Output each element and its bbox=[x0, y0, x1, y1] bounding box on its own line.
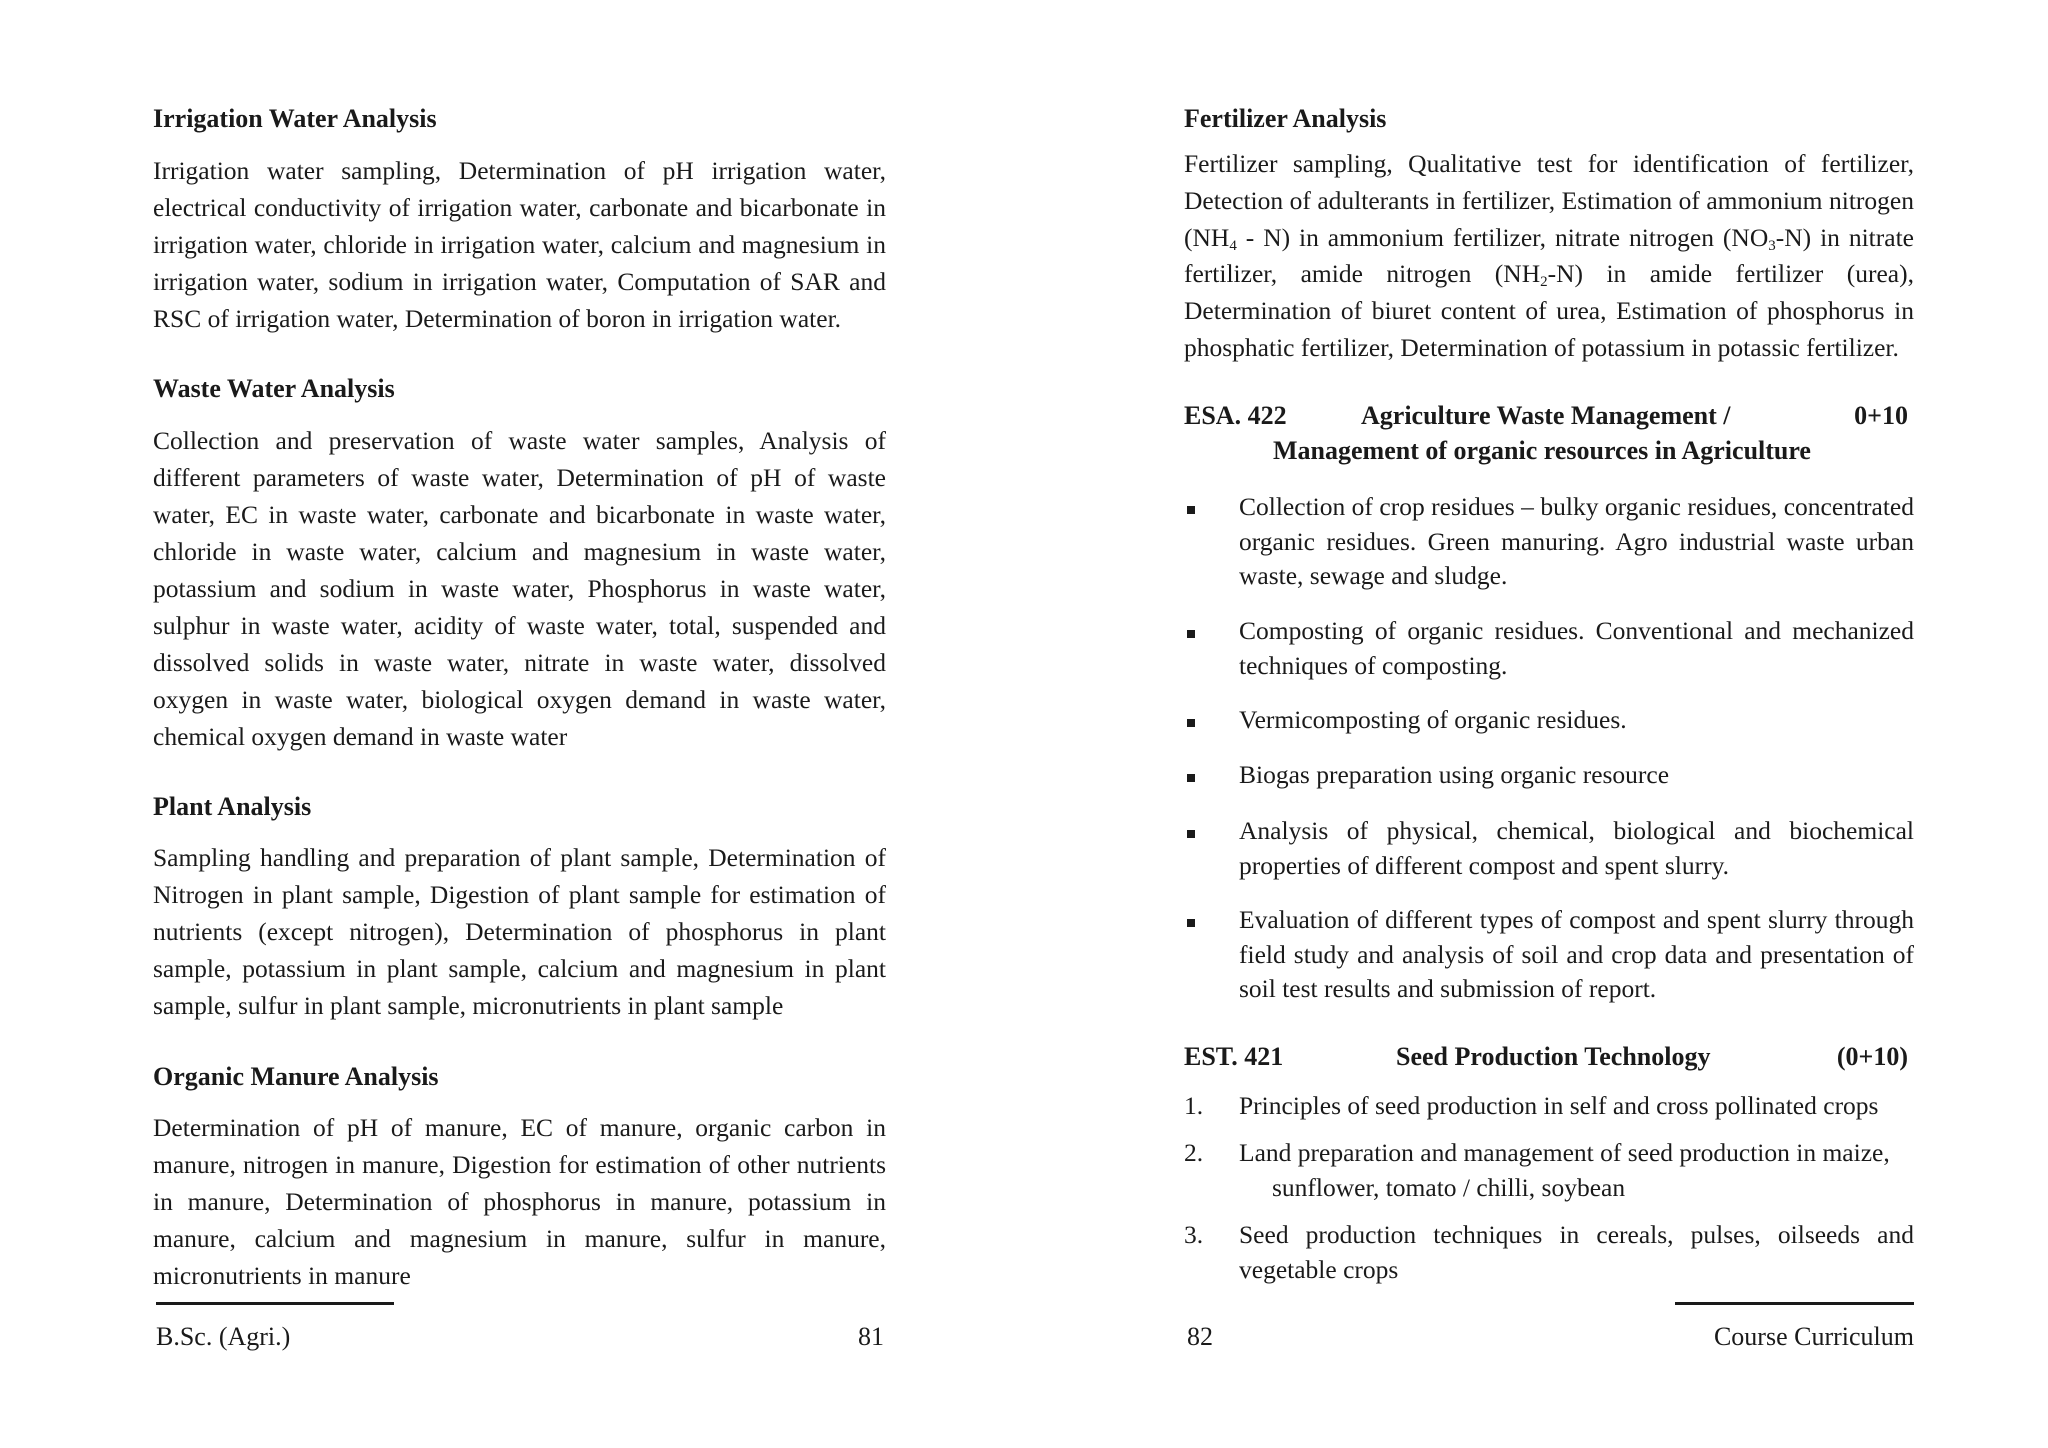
fertilizer-text: Fertilizer sampling, Qualitative test for identification of fertilizer, Detection of adulterants in fertilizer, Estimation of ammonium nitrogen $(NH_4 - N)$ in ammonium fertilizer, nitrate nitrogen $(NO_3-N)$ in nitrate fertilizer, amide nitrogen $(NH_2-N)$ in amide fertilizer (urea), Determination of biuret content of urea, Estimation of phosphorus in phosphatic fertilizer, Determination of potassium in potassic fertilizer. bbox=[1184, 149, 1914, 362]
footer-title-left: B.Sc. (Agri.) bbox=[156, 1322, 291, 1351]
irrigation-heading: Irrigation Water Analysis bbox=[153, 104, 437, 133]
bullet-icon bbox=[1187, 506, 1195, 514]
course-title-esa-422: Agriculture Waste Management / bbox=[1361, 401, 1731, 430]
bullet-icon bbox=[1187, 919, 1195, 927]
list-item: 2. Land preparation and management of seed production in maize, sunflower, tomato / chilli, soybean bbox=[1184, 1138, 1890, 1202]
course-code-est-421: EST. 421 bbox=[1184, 1042, 1284, 1071]
waste-water-heading: Waste Water Analysis bbox=[153, 374, 395, 403]
irrigation-text: Irrigation water sampling, Determination of pH irrigation water, electrical conductivity of irrigation water, carbonate and bicarbonate in irrigation water, chloride in irrigation water, calcium and magnesium in irrigation water, sodium in irrigation water, Computation of SAR and RSC of irrigation water, Determination of boron in irrigation water. bbox=[153, 156, 886, 333]
course-credits-esa-422: 0+10 bbox=[1854, 401, 1908, 430]
plant-analysis-heading: Plant Analysis bbox=[153, 792, 312, 821]
footer-rule-left bbox=[156, 1302, 394, 1305]
right-page bbox=[1184, 0, 1914, 1448]
course-subtitle-esa-422: Management of organic resources in Agriculture bbox=[1273, 436, 1811, 465]
fertilizer-heading: Fertilizer Analysis bbox=[1184, 104, 1387, 133]
list-item: Collection of crop residues – bulky organic residues, concentrated organic residues. Green manuring. Agro industrial waste urban waste, sewage and sludge. bbox=[1184, 490, 1914, 594]
bullet-icon bbox=[1187, 774, 1195, 782]
list-item: Biogas preparation using organic resource bbox=[1184, 758, 1914, 793]
bullet-icon bbox=[1187, 719, 1195, 727]
footer-title-right: Course Curriculum bbox=[1713, 1322, 1914, 1351]
course-title-est-421: Seed Production Technology bbox=[1396, 1042, 1711, 1071]
list-item: Vermicomposting of organic residues. bbox=[1184, 703, 1914, 738]
bullet-icon bbox=[1187, 830, 1195, 838]
plant-analysis-text: Sampling handling and preparation of plant sample, Determination of Nitrogen in plant sample, Digestion of plant sample for estimation of nutrients (except nitrogen), Determination of phosphorus in plant sample, potassium in plant sample, calcium and magnesium in plant sample, sulfur in plant sample, micronutrients in plant sample bbox=[153, 843, 886, 1020]
bullet-icon bbox=[1187, 630, 1195, 638]
page-number-82: 82 bbox=[1187, 1322, 1213, 1351]
course-code-esa-422: ESA. 422 bbox=[1184, 401, 1287, 430]
list-item: Composting of organic residues. Conventional and mechanized techniques of composting. bbox=[1184, 614, 1914, 683]
footer-rule-right bbox=[1675, 1302, 1914, 1305]
list-item: 1. Principles of seed production in self and cross pollinated crops bbox=[1184, 1091, 1879, 1120]
organic-manure-heading: Organic Manure Analysis bbox=[153, 1062, 439, 1091]
page-number-81: 81 bbox=[858, 1322, 884, 1351]
course-credits-est-421: (0+10) bbox=[1836, 1042, 1908, 1071]
left-page bbox=[153, 0, 886, 1448]
organic-manure-text: Determination of pH of manure, EC of manure, organic carbon in manure, nitrogen in manure, Digestion for estimation of other nutrients in manure, Determination of phosphorus in manure, potassium in manure, calcium and magnesium in manure, sulfur in manure, micronutrients in manure bbox=[153, 1113, 886, 1290]
list-item: Evaluation of different types of compost and spent slurry through field study and analysis of soil and crop data and presentation of soil test results and submission of report. bbox=[1184, 903, 1914, 1007]
list-item: 3. Seed production techniques in cereals, pulses, oilseeds and vegetable crops bbox=[1184, 1220, 1914, 1284]
list-item: Analysis of physical, chemical, biological and biochemical properties of different compost and spent slurry. bbox=[1184, 814, 1914, 883]
waste-water-text: Collection and preservation of waste water samples, Analysis of different parameters of waste water, Determination of pH of waste water, EC in waste water, carbonate and bicarbonate in waste water, chloride in waste water, calcium and magnesium in waste water, potassium and sodium in waste water, Phosphorus in waste water, sulphur in waste water, acidity of waste water, total, suspended and dissolved solids in waste water, nitrate in waste water, dissolved oxygen in waste water, biological oxygen demand in waste water, chemical oxygen demand in waste water bbox=[153, 426, 886, 751]
